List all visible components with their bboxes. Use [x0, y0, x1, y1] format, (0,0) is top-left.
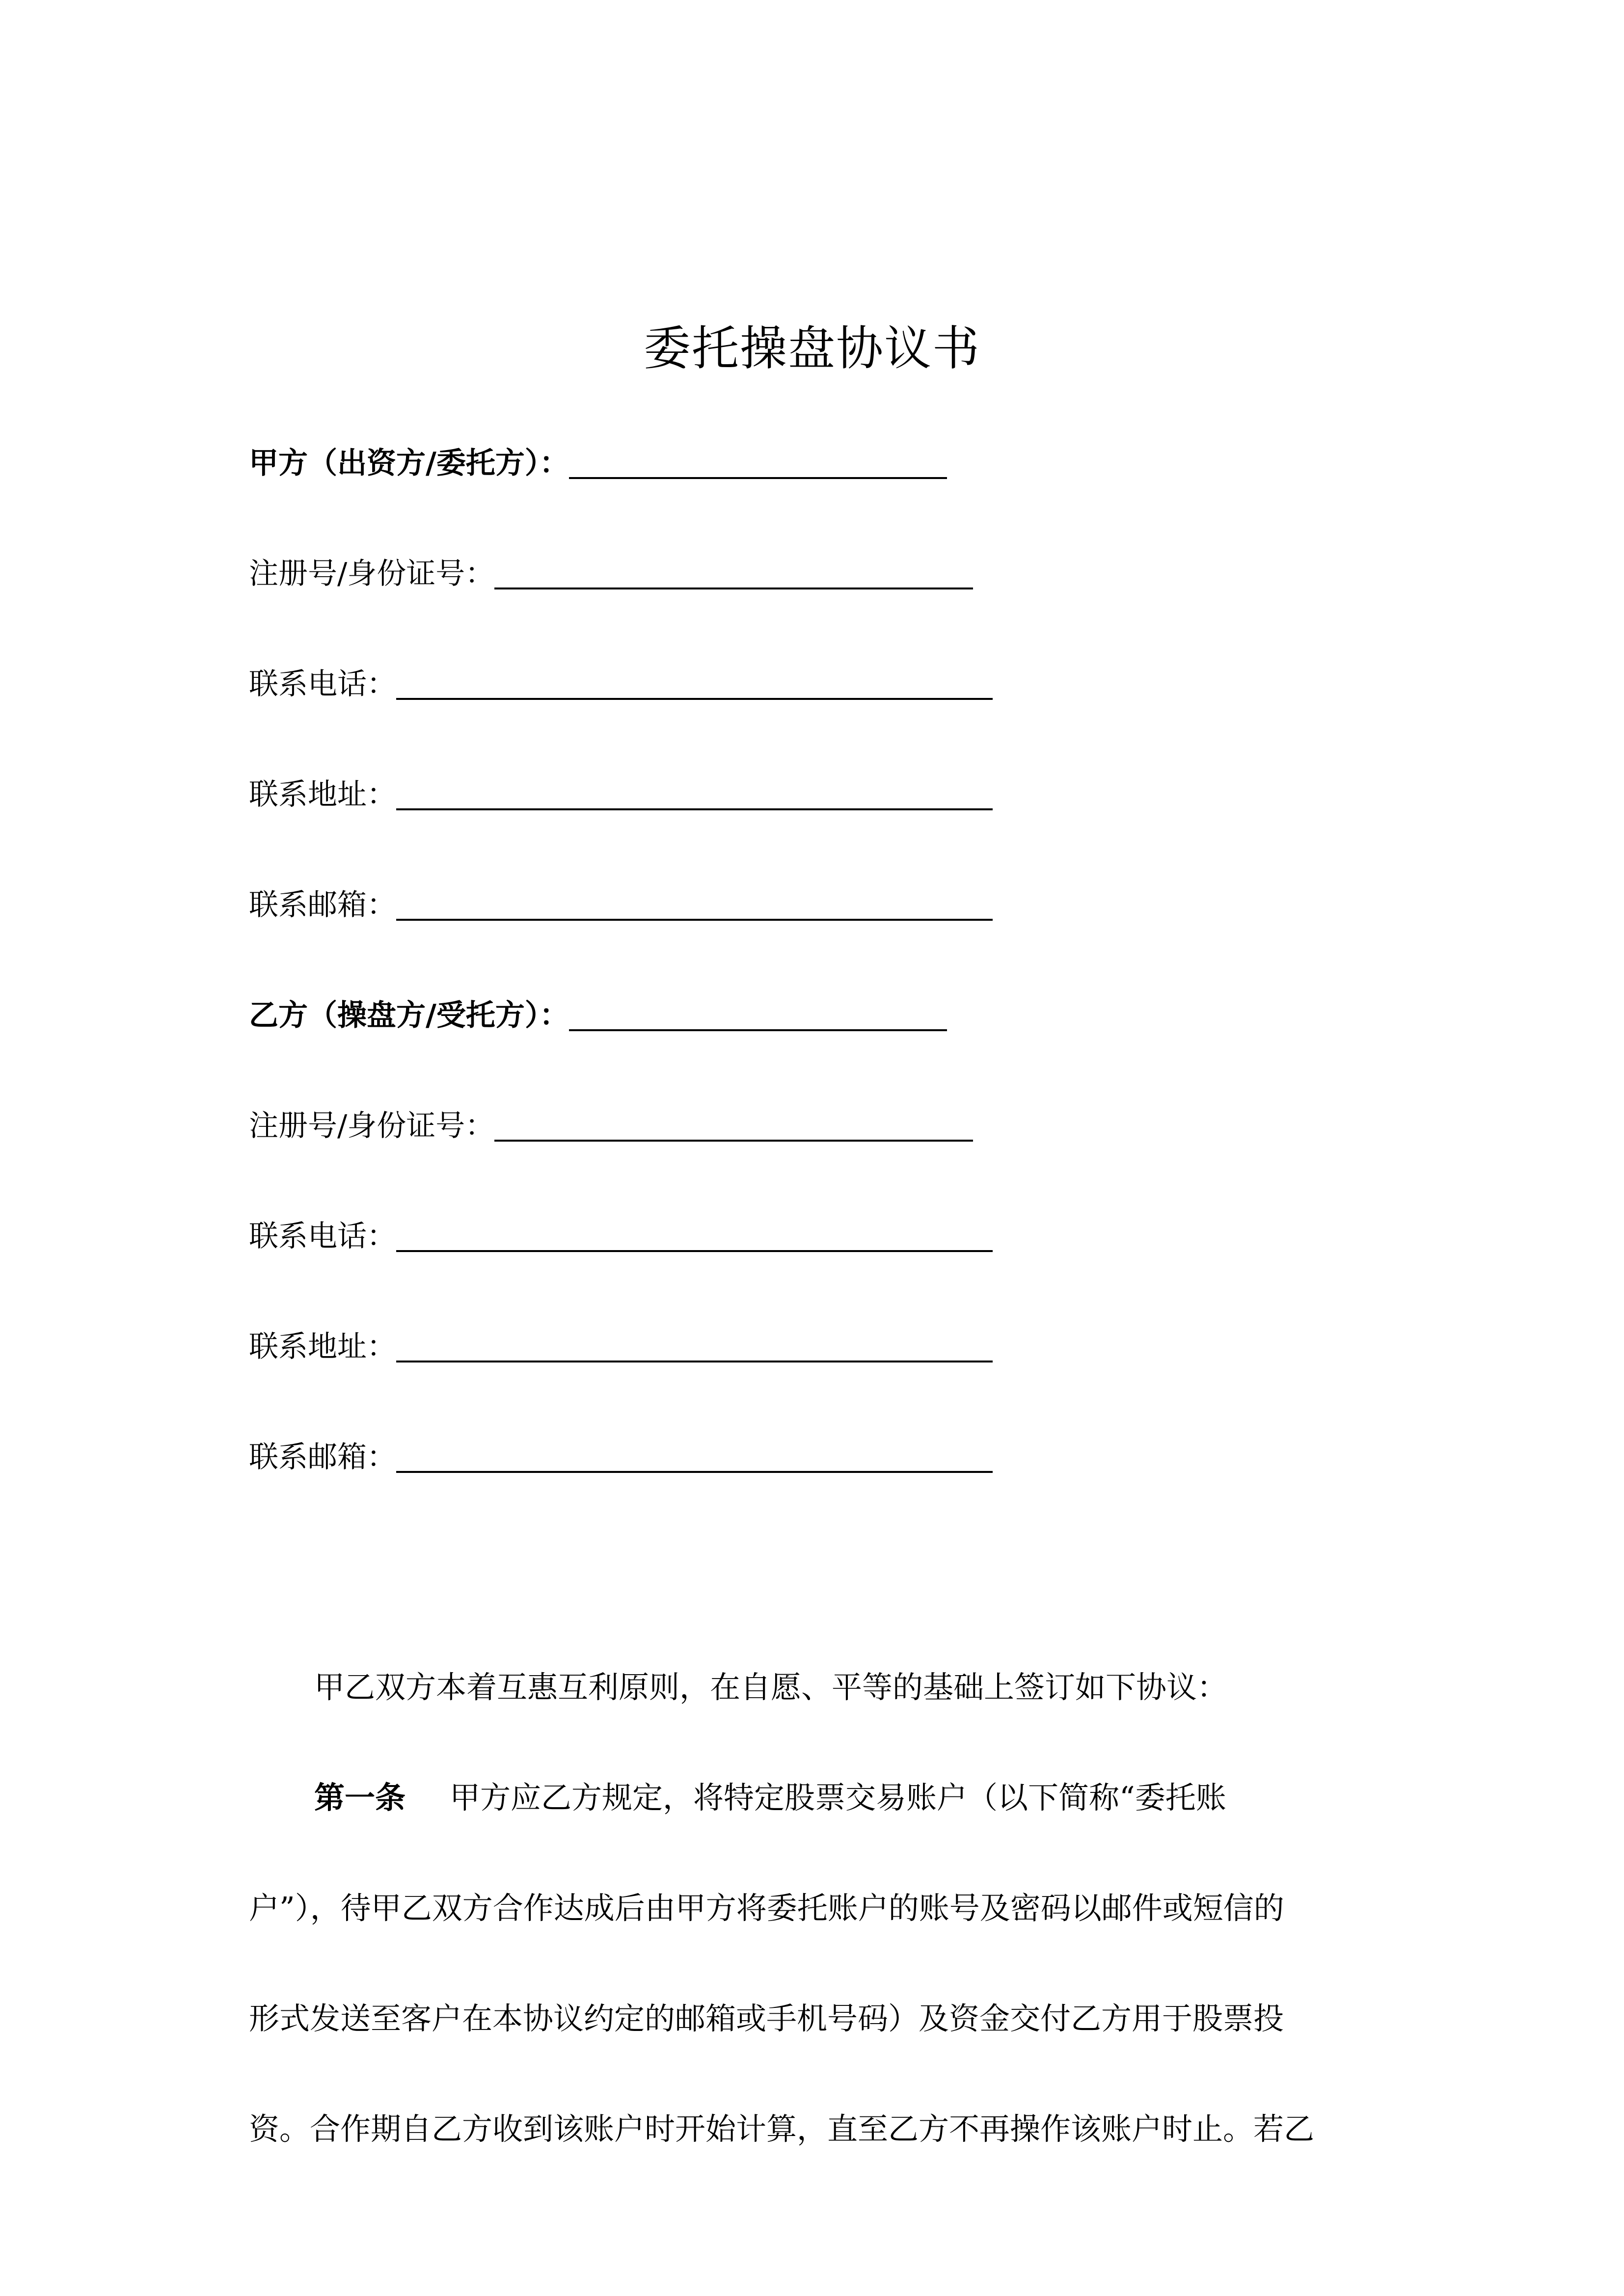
party-b-phone-row: [249, 1210, 993, 1254]
party-a-phone-blank[interactable]: [396, 698, 993, 700]
party-b-id-label: 注册号/身份证号：: [249, 1109, 495, 1143]
party-b-address-label: 联系地址：: [249, 1330, 396, 1364]
party-a-id-label: 注册号/身份证号：: [249, 557, 495, 591]
party-a-address-blank[interactable]: [396, 808, 993, 810]
party-a-address-label: 联系地址：: [249, 777, 396, 812]
party-b-name-blank[interactable]: [569, 1029, 947, 1031]
party-a-name-blank[interactable]: [569, 477, 947, 479]
party-a-id-blank[interactable]: [494, 587, 973, 589]
party-b-heading: 乙方（操盘方/受托方）：: [249, 998, 569, 1033]
intro-paragraph: [314, 1632, 1394, 1742]
party-a-address-row: [249, 768, 993, 812]
party-a-id-row: [249, 547, 973, 591]
article-1-text-line-4: 资。合作期自乙方收到该账户时开始计算，直至乙方不再操作该账户时止。若乙: [249, 2111, 1315, 2147]
party-b-email-row: [249, 1431, 993, 1475]
article-1-paragraph: [249, 1742, 1388, 2184]
article-1-text-line-2: 户”），待甲乙双方合作达成后由甲方将委托账户的账号及密码以邮件或短信的: [249, 1890, 1284, 1926]
party-b-id-row: [249, 1099, 973, 1144]
party-b-phone-label: 联系电话：: [249, 1219, 396, 1254]
party-b-email-blank[interactable]: [396, 1471, 993, 1473]
article-1-line-1: [249, 1742, 1388, 1853]
party-b-phone-blank[interactable]: [396, 1250, 993, 1252]
party-b-heading-row: [249, 989, 947, 1033]
party-a-email-blank[interactable]: [396, 919, 993, 921]
party-a-heading: 甲方（出资方/委托方）：: [249, 446, 569, 481]
party-a-phone-label: 联系电话：: [249, 667, 396, 701]
party-a-heading-row: [249, 437, 947, 481]
party-a-phone-row: [249, 658, 993, 702]
article-1-heading: 第一条: [314, 1780, 406, 1815]
article-1-text-line-3: 形式发送至客户在本协议约定的邮箱或手机号码）及资金交付乙方用于股票投: [249, 2001, 1284, 2036]
intro-text: 甲乙双方本着互惠互利原则，在自愿、平等的基础上签订如下协议：: [314, 1669, 1228, 1705]
party-a-email-row: [249, 879, 993, 923]
party-b-address-row: [249, 1320, 993, 1364]
party-b-address-blank[interactable]: [396, 1361, 993, 1362]
party-b-email-label: 联系邮箱：: [249, 1440, 396, 1474]
party-b-id-blank[interactable]: [494, 1140, 973, 1142]
article-1-text-line-1: 甲方应乙方规定，将特定股票交易账户（以下简称“委托账: [450, 1780, 1226, 1815]
document-title: 委托操盘协议书: [644, 321, 980, 376]
party-a-email-label: 联系邮箱：: [249, 888, 396, 922]
